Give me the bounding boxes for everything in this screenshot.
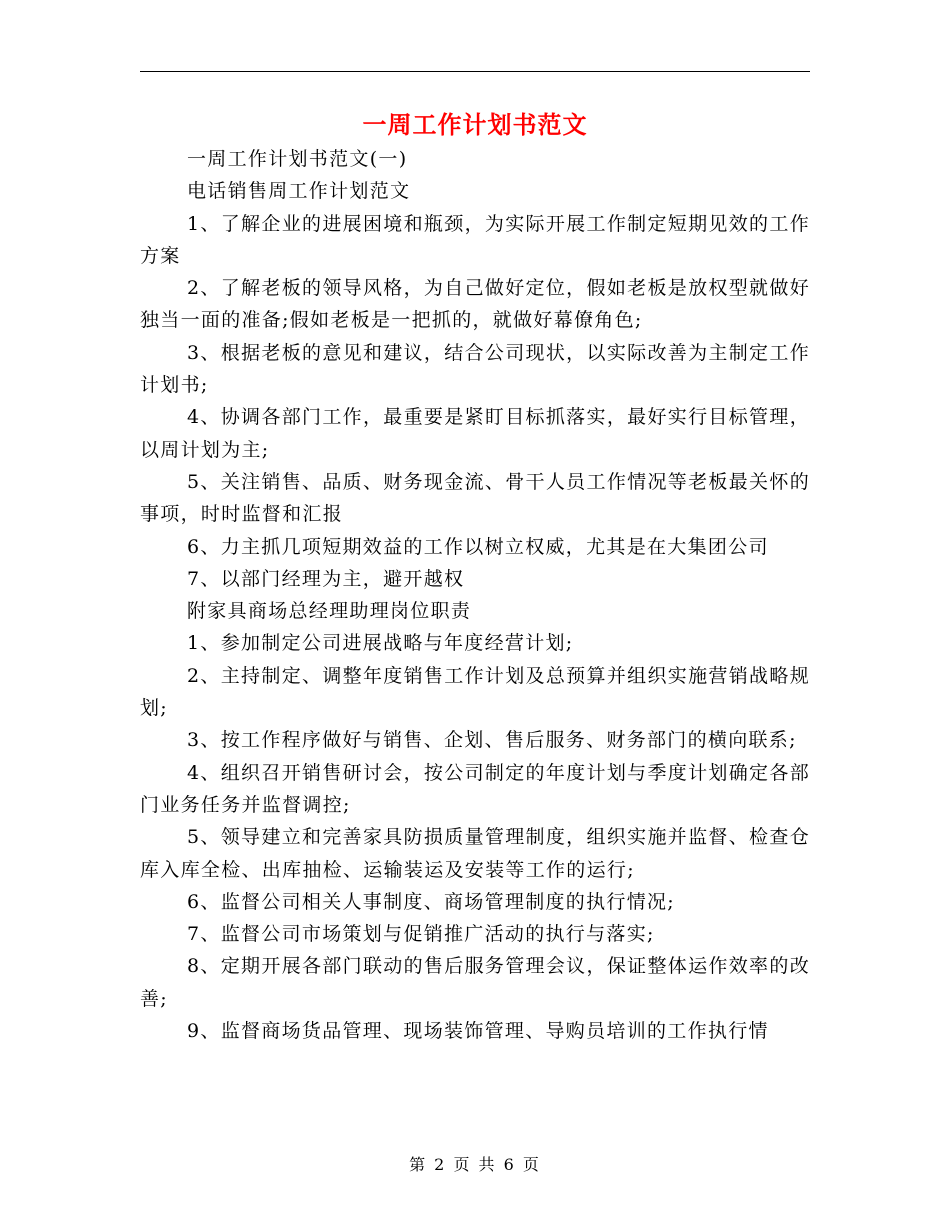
- document-title: 一周工作计划书范文: [362, 111, 588, 139]
- paragraph: 4、组织召开销售研讨会，按公司制定的年度计划与季度计划确定各部门业务任务并监督调控;: [140, 761, 810, 816]
- paragraph: 2、主持制定、调整年度销售工作计划及总预算并组织实施营销战略规划;: [140, 664, 810, 720]
- document-body: [140, 143, 810, 1047]
- paragraph: 6、监督公司相关人事制度、商场管理制度的执行情况;: [187, 890, 675, 913]
- paragraph: 2、了解老板的领导风格，为自己做好定位，假如老板是放权型就做好独当一面的准备;假如老板是一把抓的，就做好幕僚角色;: [140, 277, 810, 332]
- paragraph: 6、力主抓几项短期效益的工作以树立权威，尤其是在大集团公司: [187, 535, 769, 558]
- paragraph: 5、关注销售、品质、财务现金流、骨干人员工作情况等老板最关怀的事项，时时监督和汇报: [140, 470, 810, 526]
- paragraph: 1、了解企业的进展困境和瓶颈，为实际开展工作制定短期见效的工作方案: [140, 212, 810, 267]
- header-rule: [140, 71, 810, 72]
- paragraph: 3、按工作程序做好与销售、企划、售后服务、财务部门的横向联系;: [187, 729, 797, 752]
- paragraph: 电话销售周工作计划范文: [187, 180, 411, 203]
- paragraph: 5、领导建立和完善家具防损质量管理制度，组织实施并监督、检查仓库入库全检、出库抽检、运输装运及安装等工作的运行;: [140, 826, 810, 881]
- page-number-footer: 第 2 页 共 6 页: [409, 1155, 541, 1174]
- paragraph: 3、根据老板的意见和建议，结合公司现状，以实际改善为主制定工作计划书;: [140, 341, 810, 397]
- paragraph: 7、监督公司市场策划与促销推广活动的执行与落实;: [187, 923, 655, 946]
- paragraph: 8、定期开展各部门联动的售后服务管理会议，保证整体运作效率的改善;: [140, 955, 810, 1010]
- paragraph: 7、以部门经理为主，避开越权: [187, 567, 465, 590]
- paragraph: 附家具商场总经理助理岗位职责: [187, 600, 472, 623]
- paragraph: 4、协调各部门工作，最重要是紧盯目标抓落实，最好实行目标管理，以周计划为主;: [140, 406, 810, 461]
- paragraph: 9、监督商场货品管理、现场装饰管理、导购员培训的工作执行情: [187, 1020, 769, 1043]
- paragraph: 1、参加制定公司进展战略与年度经营计划;: [187, 632, 574, 655]
- paragraph: 一周工作计划书范文(一): [187, 148, 408, 170]
